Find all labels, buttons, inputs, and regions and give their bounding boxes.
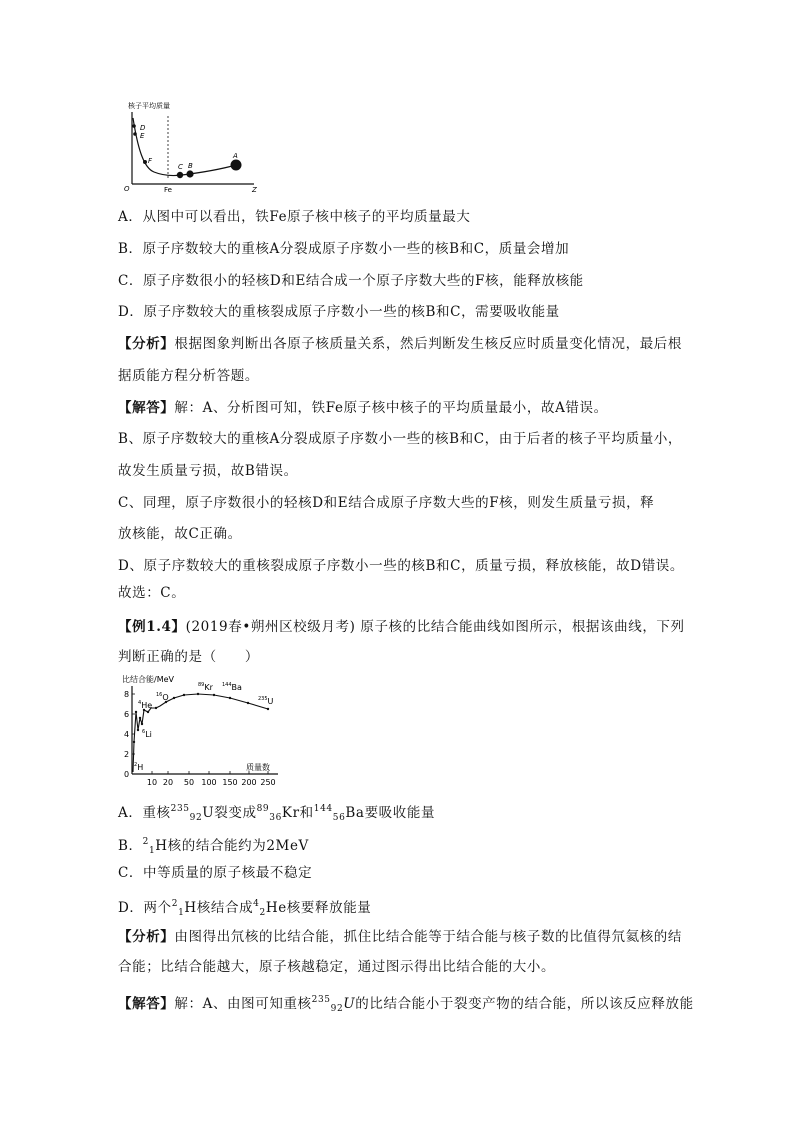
example-line2: 判断正确的是（ ） xyxy=(118,649,259,665)
x-tick-label: 50 xyxy=(183,778,195,787)
curve-point xyxy=(183,694,185,696)
y-tick-label: 2 xyxy=(124,750,130,759)
q2-option-a: A．重核$^{235}_{92}$U裂变成$^{89}_{36}$Kr和$^{144}_{56}$Ba要吸收能量 xyxy=(118,804,436,823)
label-d: D xyxy=(140,124,146,132)
answer1-tag: 【解答】 xyxy=(118,400,175,416)
answer2-tag: 【解答】 xyxy=(118,996,175,1012)
answer1-line3: 故发生质量亏损，故B错误。 xyxy=(118,463,298,479)
point-a xyxy=(231,160,242,171)
label-fe: Fe xyxy=(164,186,172,194)
y-tick-label: 8 xyxy=(124,690,130,699)
label-f: F xyxy=(148,157,153,165)
binding-energy-curve xyxy=(133,694,268,772)
curve-point xyxy=(139,717,141,719)
analysis2-tag: 【分析】 xyxy=(118,929,175,945)
q2-option-b: B．$^2_1$H核的结合能约为2MeV xyxy=(118,837,309,856)
point-d xyxy=(132,124,136,128)
answer1-line7: 故选：C。 xyxy=(118,585,186,601)
curve-point xyxy=(147,711,149,713)
answer1-line4: C、同理，原子序数很小的轻核D和E结合成原子序数大些的F核，则发生质量亏损，释 xyxy=(118,495,655,511)
label-ba144: $^{144}$Ba xyxy=(222,682,242,692)
label-e: E xyxy=(140,132,145,140)
label-h2: $^2$H xyxy=(134,762,144,772)
point-c xyxy=(177,172,183,178)
curve-point xyxy=(267,708,269,710)
curve-point xyxy=(155,707,157,709)
y-tick-label: 0 xyxy=(124,770,130,779)
chart-ylabel: 比结合能/MeV xyxy=(122,675,174,684)
x-tick-label: 100 xyxy=(201,778,217,787)
chart-xlabel: 质量数 xyxy=(246,763,270,772)
x-tick-label: 20 xyxy=(162,778,174,787)
curve-point xyxy=(213,694,215,696)
label-b: B xyxy=(188,162,193,170)
example-tag: 【例1.4】 xyxy=(118,619,186,635)
binding-energy-chart xyxy=(118,672,288,790)
label-origin: O xyxy=(124,185,130,193)
nucleon-mass-figure xyxy=(118,100,263,195)
q1-option-a: A．从图中可以看出，铁Fe原子核中核子的平均质量最大 xyxy=(118,209,471,225)
answer2-line1: 【解答】解：A、由图可知重核$^{235}_{92}$U的比结合能小于裂变产物的结合能，所以该反应释放能 xyxy=(118,995,694,1014)
curve-point xyxy=(247,702,249,704)
curve-point xyxy=(135,711,137,713)
q1-option-d: D．原子序数较大的重核裂成原子序数小一些的核B和C，需要吸收能量 xyxy=(118,304,560,320)
answer1-line5: 放核能，故C正确。 xyxy=(118,526,242,542)
x-tick-label: 250 xyxy=(260,778,276,787)
label-he4: $^4$He xyxy=(138,700,153,710)
answer1-line6: D、原子序数较大的重核裂成原子序数小一些的核B和C，质量亏损，释放核能，故D错误。 xyxy=(118,558,684,574)
curve-point xyxy=(173,697,175,699)
answer1-line1: 【解答】解：A、分析图可知，铁Fe原子核中核子的平均质量最小，故A错误。 xyxy=(118,400,608,416)
label-a: A xyxy=(233,152,238,160)
x-tick-label: 10 xyxy=(146,778,158,787)
q2-option-d: D．两个$^2_1$H核结合成$^4_2$He核要释放能量 xyxy=(118,899,372,918)
label-c: C xyxy=(178,163,183,171)
label-o16: $^{16}$O xyxy=(156,692,169,702)
y-tick-label: 4 xyxy=(124,730,130,739)
q1-option-c: C．原子序数很小的轻核D和E结合成一个原子序数大些的F核，能释放核能 xyxy=(118,273,584,289)
curve-point xyxy=(133,741,135,743)
curve-point xyxy=(137,729,139,731)
q1-option-b: B．原子序数较大的重核A分裂成原子序数小一些的核B和C，质量会增加 xyxy=(118,241,570,257)
analysis2-line2: 合能；比结合能越大，原子核越稳定，通过图示得出比结合能的大小。 xyxy=(118,959,556,975)
x-tick-label: 200 xyxy=(241,778,257,787)
analysis2-line1: 【分析】由图得出氘核的比结合能，抓住比结合能等于结合能与核子数的比值得氘氦核的结 xyxy=(118,929,683,945)
curve-point xyxy=(229,697,231,699)
figure1-ylabel: 核子平均质量 xyxy=(128,102,170,110)
label-u235: $^{235}$U xyxy=(258,696,274,706)
analysis1-line1: 【分析】根据图象判断出各原子核质量关系，然后判断发生核反应时质量变化情况，最后根 xyxy=(118,336,683,352)
curve-point xyxy=(141,723,143,725)
q2-option-c: C．中等质量的原子核最不稳定 xyxy=(118,865,313,881)
point-f xyxy=(143,160,147,164)
point-b xyxy=(186,170,193,177)
analysis1-tag: 【分析】 xyxy=(118,336,175,352)
analysis1-line2: 据质能方程分析答题。 xyxy=(118,368,259,384)
answer1-line2: B、原子序数较大的重核A分裂成原子序数小一些的核B和C，由于后者的核子平均质量小， xyxy=(118,431,683,447)
label-kr89: $^{89}$Kr xyxy=(198,682,213,692)
example-line1: 【例1.4】(2019春•朔州区校级月考) 原子核的比结合能曲线如图所示，根据该曲线，下列 xyxy=(118,619,685,635)
label-z: Z xyxy=(252,186,257,194)
point-e xyxy=(133,132,137,136)
x-tick-label: 150 xyxy=(222,778,238,787)
label-li6: $^6$Li xyxy=(142,729,152,739)
y-tick-label: 6 xyxy=(124,710,130,719)
curve-point xyxy=(197,693,199,695)
